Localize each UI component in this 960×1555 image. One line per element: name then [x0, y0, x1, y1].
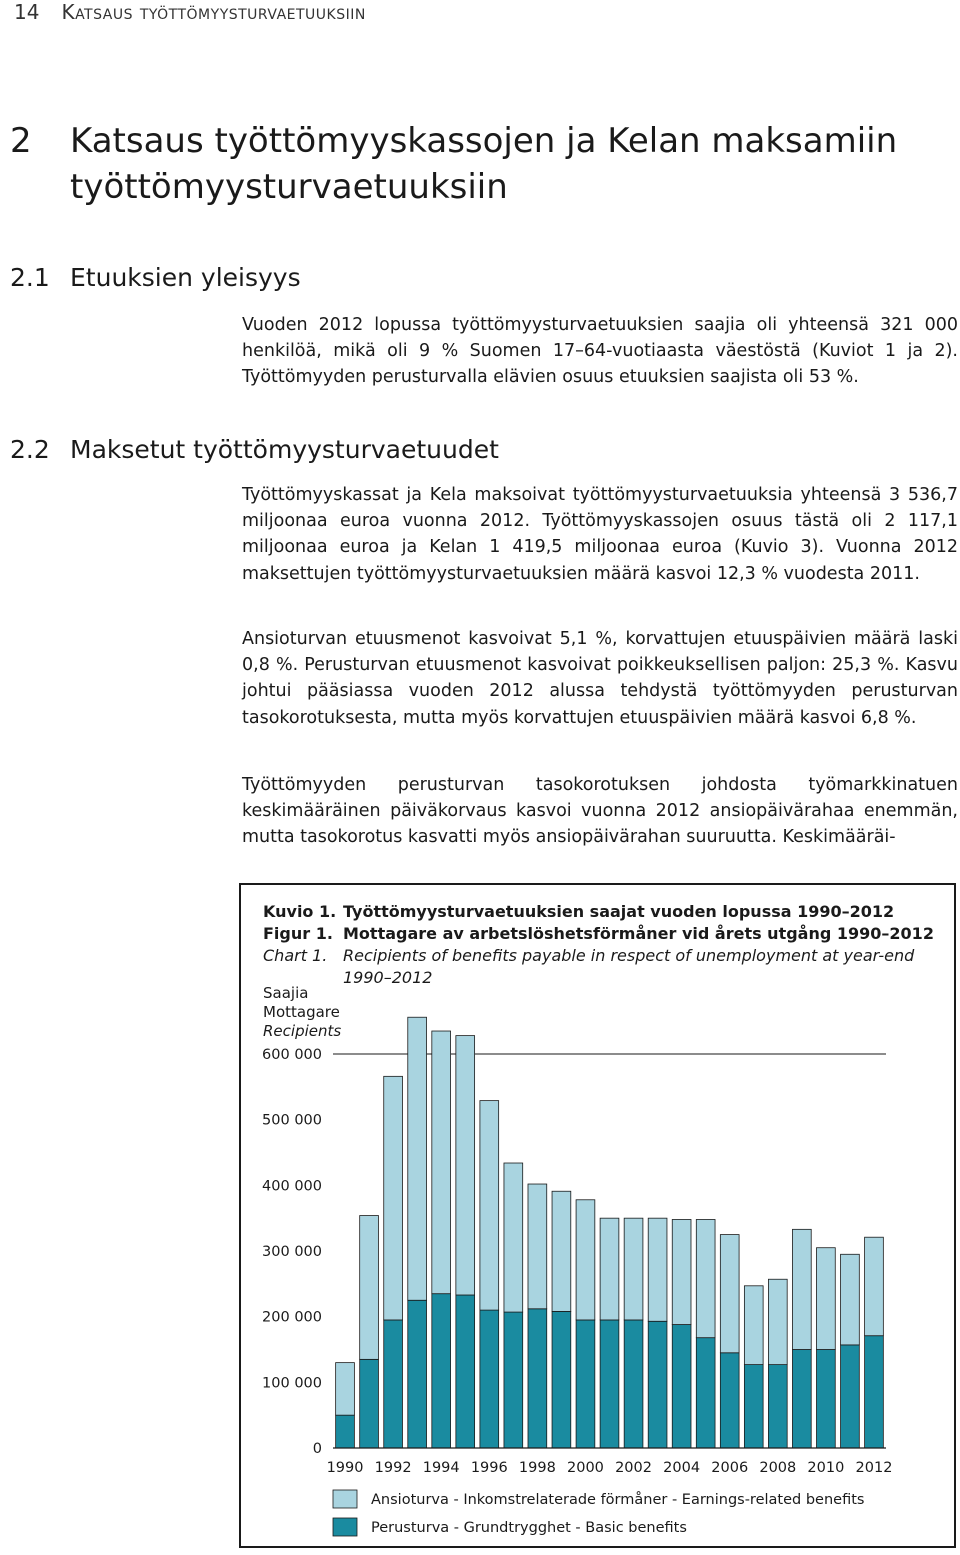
bar-basic-2012 [865, 1336, 884, 1448]
y-tick-label: 600 000 [262, 1047, 322, 1063]
bar-basic-2004 [672, 1325, 691, 1448]
y-tick-label: 500 000 [262, 1112, 322, 1129]
bar-earnings-1998 [528, 1184, 547, 1309]
caption-en-label: Chart 1. [263, 946, 328, 965]
bar-earnings-1997 [504, 1163, 523, 1312]
bar-basic-2005 [696, 1338, 715, 1448]
bar-basic-1996 [480, 1310, 499, 1448]
bar-earnings-2004 [672, 1219, 691, 1324]
section-title: Etuuksien yleisyys [70, 263, 301, 292]
bar-basic-2003 [648, 1321, 667, 1448]
legend-swatch-basic [333, 1518, 357, 1536]
bar-earnings-2012 [865, 1237, 884, 1336]
bar-earnings-1990 [336, 1363, 355, 1416]
caption-sv-text: Mottagare av arbetslöshetsförmåner vid årets utgång 1990–2012 [343, 924, 934, 943]
chapter-number: 2 [10, 121, 32, 161]
bar-basic-2006 [720, 1353, 739, 1448]
bar-earnings-1993 [408, 1017, 427, 1300]
bar-earnings-2005 [696, 1219, 715, 1337]
x-tick-label: 2000 [567, 1460, 604, 1476]
unit-sv: Mottagare [263, 1003, 340, 1021]
bar-earnings-1996 [480, 1101, 499, 1310]
bar-basic-1995 [456, 1295, 475, 1448]
x-tick-label: 1992 [374, 1460, 412, 1476]
chapter-title: Katsaus työttömyyskassojen ja Kelan maksamiin työttömyysturvaetuuksiin [70, 121, 898, 207]
bar-earnings-2006 [720, 1235, 739, 1353]
bar-earnings-2002 [624, 1218, 643, 1320]
bar-basic-1991 [360, 1359, 379, 1448]
y-tick-label: 100 000 [262, 1375, 322, 1392]
page-number: 14 [14, 0, 40, 24]
bar-basic-2007 [744, 1365, 763, 1448]
bar-earnings-1999 [552, 1191, 571, 1311]
bar-basic-2009 [792, 1350, 811, 1449]
bar-earnings-2000 [576, 1200, 595, 1320]
bar-basic-2000 [576, 1320, 595, 1448]
y-tick-label: 400 000 [262, 1178, 322, 1195]
bar-earnings-2011 [841, 1254, 860, 1345]
paragraph: Työttömyyskassat ja Kela maksoivat työttömyysturvaetuuksia yhteensä 3 536,7 miljoonaa euroa vuonna 2012. Työttömyyskassojen osuus tästä oli 2 117,1 miljoonaa euroa ja Kelan 1 419,5 miljoonaa euroa (Kuvio 3). Vuonna 2012 maksettujen työttömyysturvaetuuksien määrä kasvoi 12,3 % vuodesta 2011. [242, 485, 958, 584]
x-tick-label: 2008 [759, 1460, 797, 1476]
x-tick-label: 1994 [422, 1460, 460, 1476]
bar-basic-2011 [841, 1345, 860, 1448]
paragraph: Ansioturvan etuusmenot kasvoivat 5,1 %, korvattujen etuuspäivien määrä laski 0,8 %. Perusturvan etuusmenot kasvoivat poikkeuksellisen paljon: 25,3 %. Kasvu johtui pääsiassa vuoden 2012 alussa tehdystä työttömyyden perusturvan tasokorotuksesta, mutta myös korvattujen etuuspäivien määrä kasvoi 6,8 %. [242, 629, 958, 728]
bar-basic-1997 [504, 1312, 523, 1448]
bar-basic-1993 [408, 1300, 427, 1448]
bar-earnings-1992 [384, 1076, 403, 1320]
bar-earnings-2009 [792, 1229, 811, 1349]
x-tick-label: 1996 [470, 1460, 508, 1476]
paragraph: Työttömyyden perusturvan tasokorotuksen johdosta työmarkkinatuen keskimääräinen päiväkorvaus kasvoi vuonna 2012 ansiopäivärahaa enemmän, mutta tasokorotus kasvatti myös ansiopäivärahan suuruutta. Keskimääräi- [242, 775, 958, 848]
section-number: 2.2 [10, 435, 50, 464]
section-number: 2.1 [10, 263, 50, 292]
bar-earnings-2003 [648, 1218, 667, 1321]
bar-basic-1999 [552, 1311, 571, 1448]
bar-basic-1990 [336, 1415, 355, 1448]
unit-en: Recipients [263, 1022, 342, 1040]
bar-basic-2001 [600, 1320, 619, 1448]
bar-basic-2002 [624, 1320, 643, 1448]
bar-basic-1994 [432, 1294, 451, 1448]
x-tick-label: 1998 [518, 1460, 556, 1476]
caption-fi-text: Työttömyysturvaetuuksien saajat vuoden lopussa 1990–2012 [343, 902, 895, 921]
x-tick-label: 2004 [663, 1460, 701, 1476]
x-tick-label: 2006 [711, 1460, 749, 1476]
caption-en-text-2: 1990–2012 [343, 968, 433, 987]
caption-sv-label: Figur 1. [263, 924, 333, 943]
bar-basic-2008 [768, 1365, 787, 1448]
running-title: Katsaus työttömyysturvaetuuksiin [61, 0, 366, 24]
x-tick-label: 2002 [615, 1460, 652, 1476]
bar-earnings-2010 [817, 1248, 836, 1350]
legend-swatch-earnings [333, 1490, 357, 1508]
section-title: Maksetut työttömyysturvaetuudet [70, 435, 499, 464]
bar-basic-2010 [817, 1350, 836, 1449]
caption-en-text: Recipients of benefits payable in respect of unemployment at year-end [343, 946, 915, 965]
bar-earnings-1991 [360, 1216, 379, 1360]
caption-fi-label: Kuvio 1. [263, 902, 337, 921]
bar-basic-1992 [384, 1320, 403, 1448]
x-tick-label: 2010 [807, 1460, 845, 1476]
legend-label-basic: Perusturva - Grundtrygghet - Basic benefits [371, 1520, 687, 1536]
legend-label-earnings: Ansioturva - Inkomstrelaterade förmåner - Earnings-related benefits [371, 1492, 865, 1508]
x-tick-label: 2012 [855, 1460, 893, 1476]
bar-earnings-2001 [600, 1218, 619, 1320]
y-tick-label: 300 000 [262, 1244, 322, 1260]
y-tick-label: 200 000 [262, 1309, 322, 1326]
y-tick-label: 0 [312, 1441, 322, 1457]
unit-fi: Saajia [263, 984, 309, 1002]
bar-earnings-1995 [456, 1036, 475, 1295]
bar-earnings-1994 [432, 1031, 451, 1294]
paragraph: Vuoden 2012 lopussa työttömyysturvaetuuksien saajia oli yhteensä 321 000 henkilöä, mikä oli 9 % Suomen 17–64-vuotiaasta väestöstä (Kuviot 1 ja 2). Työttömyyden perusturvalla elävien osuus etuuksien saajista oli 53 %. [242, 315, 958, 388]
x-tick-label: 1990 [326, 1460, 364, 1476]
bar-earnings-2007 [744, 1286, 763, 1365]
bar-earnings-2008 [768, 1279, 787, 1364]
bar-basic-1998 [528, 1309, 547, 1448]
